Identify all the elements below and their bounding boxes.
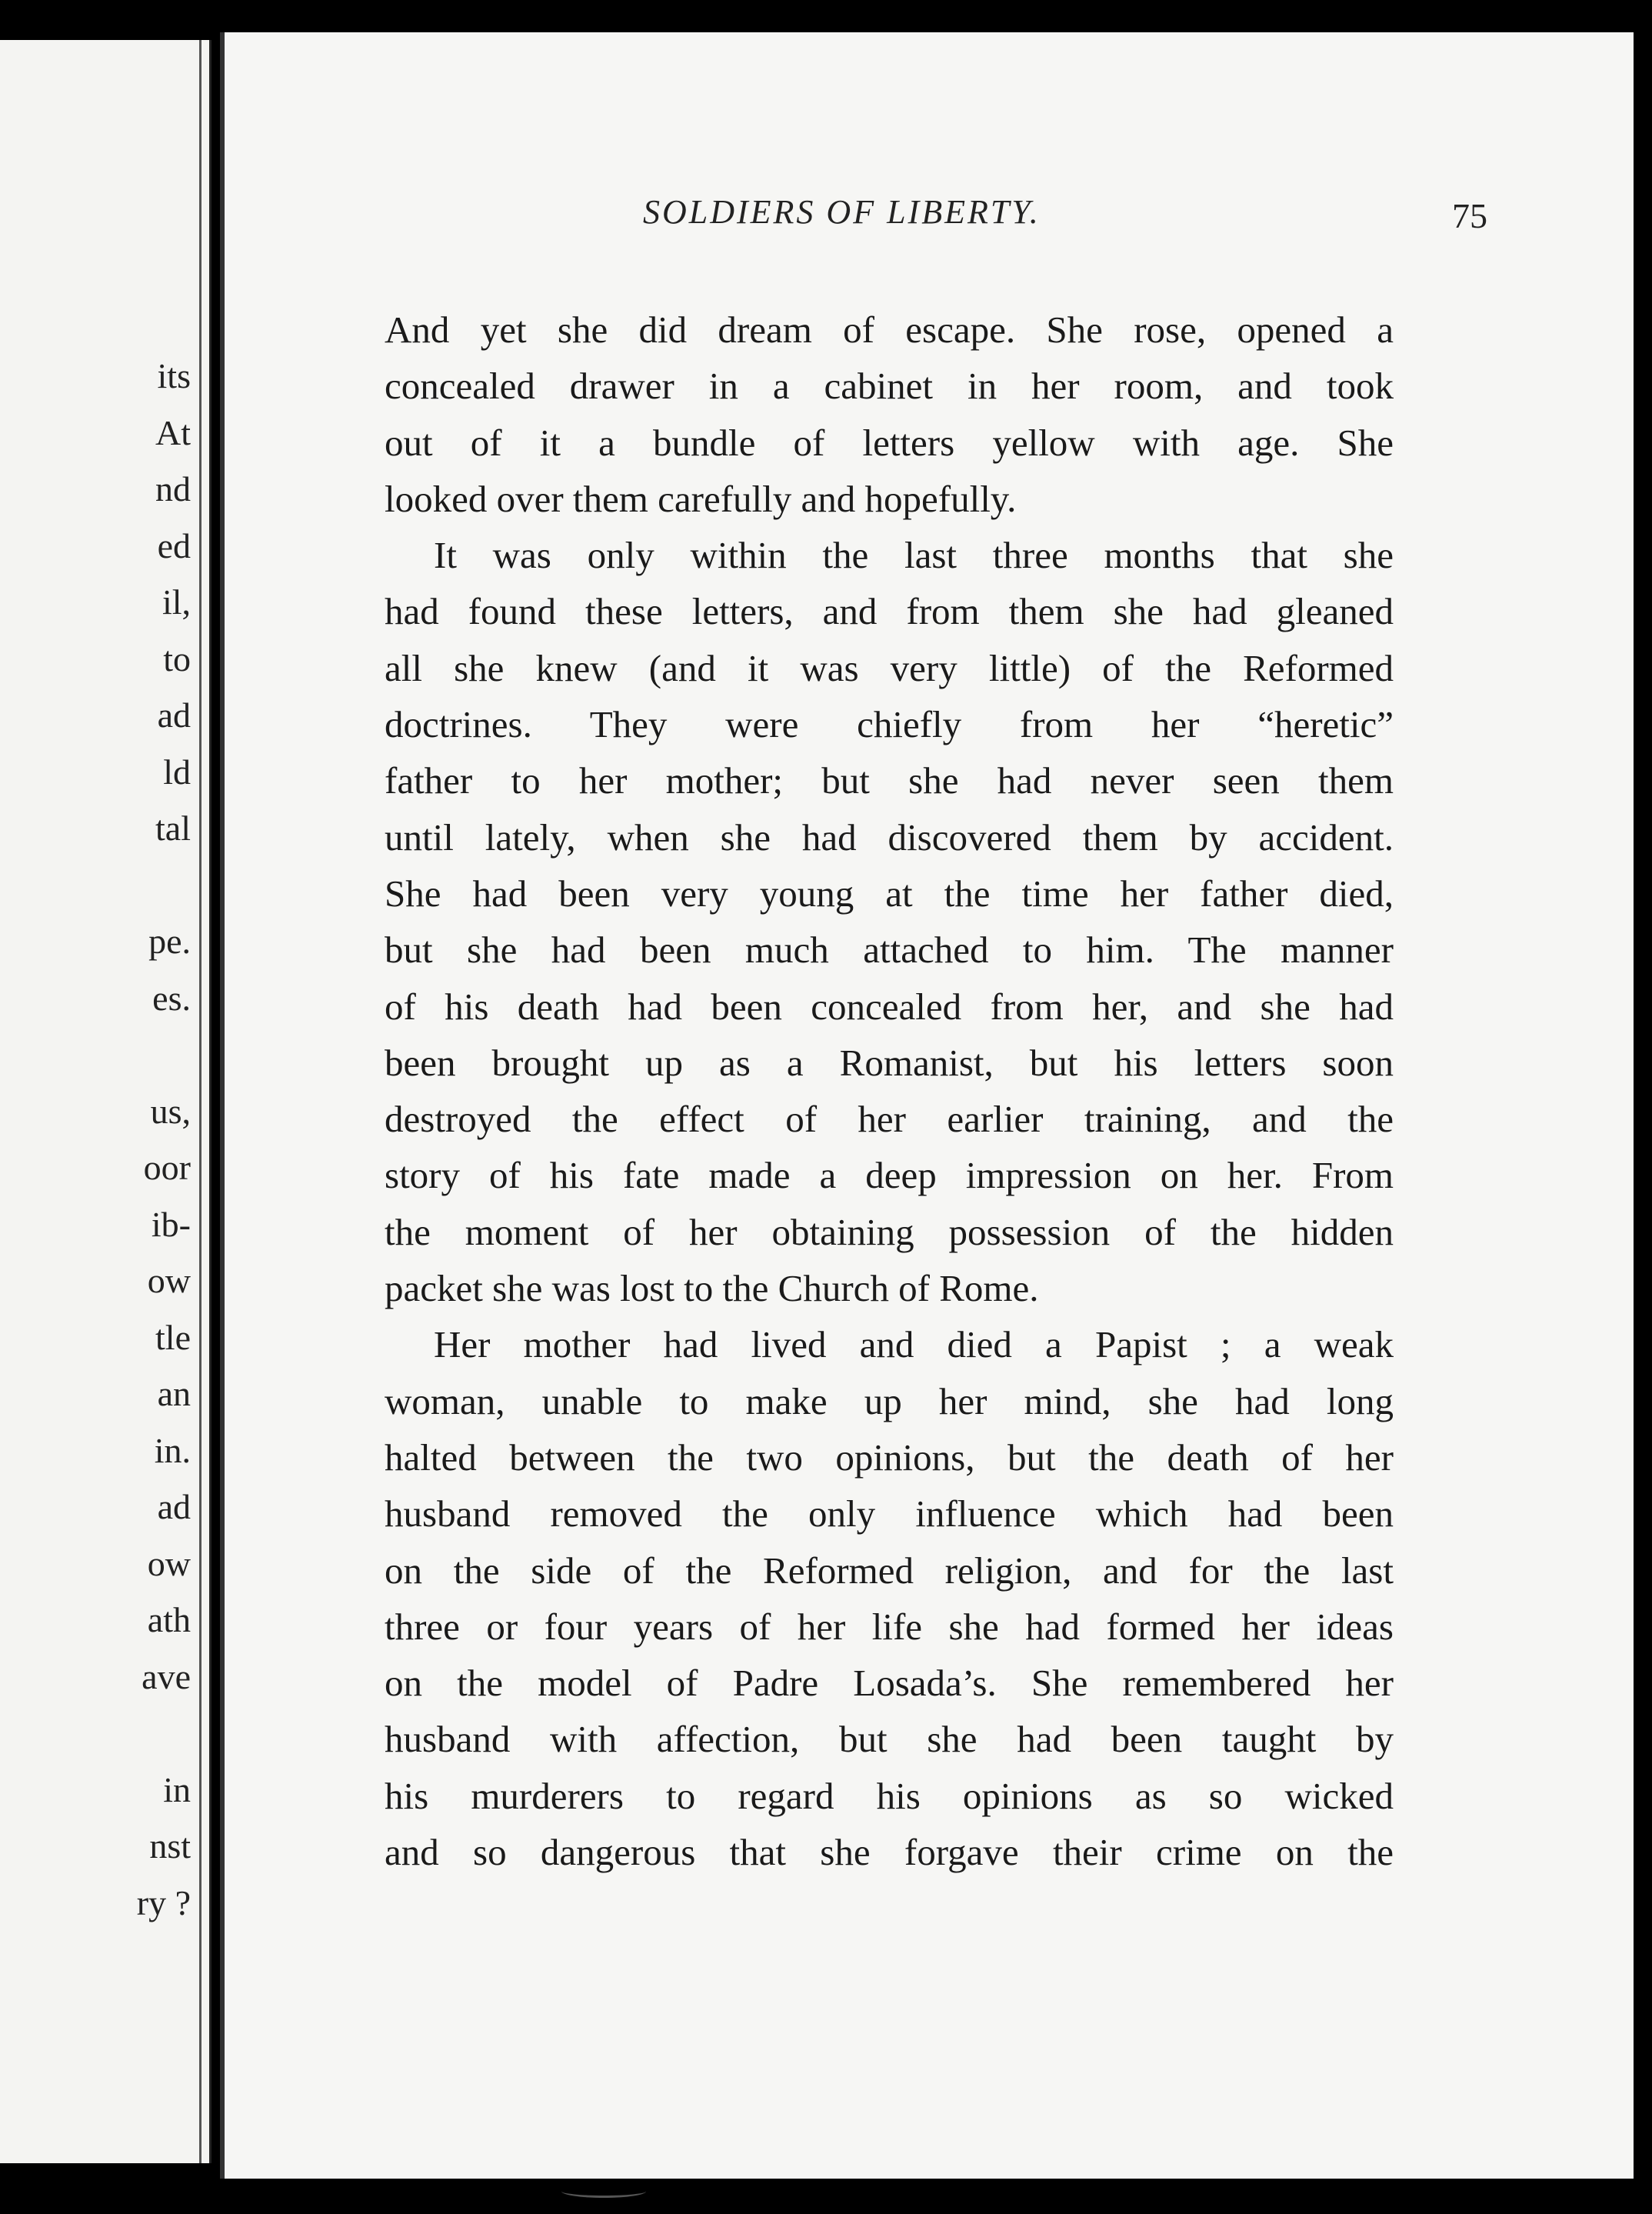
text-line: packet she was lost to the Church of Rome. <box>385 1267 1039 1310</box>
facing-line: in. <box>154 1430 191 1470</box>
text-line: out of it a bundle of letters yellow with age. She <box>385 421 1394 464</box>
facing-line <box>137 857 191 914</box>
text-line: woman, unable to make up her mind, she had long <box>385 1379 1394 1422</box>
text-line: but she had been much attached to him. The manner <box>385 929 1394 972</box>
text-line: all she knew (and it was very little) of the Reformed <box>385 646 1394 689</box>
text-line: It was only within the last three months that she <box>434 534 1394 577</box>
facing-line: ad <box>157 1487 191 1526</box>
running-head <box>426 192 1487 246</box>
facing-line: ow <box>147 1261 191 1300</box>
page-gutter <box>199 40 202 2163</box>
facing-page-text <box>137 348 191 1931</box>
running-title: SOLDIERS OF LIBERTY. <box>643 193 1041 231</box>
text-line: doctrines. They were chiefly from her “heretic” <box>385 703 1394 746</box>
facing-line: ow <box>147 1543 191 1583</box>
text-line: on the side of the Reformed religion, and for the last <box>385 1549 1394 1592</box>
facing-line: il, <box>162 582 191 622</box>
facing-line: At <box>155 412 191 452</box>
text-line: Her mother had lived and died a Papist ; a weak <box>434 1323 1394 1366</box>
facing-line: its <box>157 356 191 395</box>
facing-line: ave <box>142 1656 191 1696</box>
facing-line: ld <box>163 752 191 792</box>
text-line: been brought up as a Romanist, but his letters soon <box>385 1041 1394 1084</box>
text-line: and so dangerous that she forgave their crime on the <box>385 1831 1394 1874</box>
facing-line: in <box>163 1769 191 1809</box>
text-line: concealed drawer in a cabinet in her room, and took <box>385 365 1394 408</box>
text-line: And yet she did dream of escape. She rose, opened a <box>385 308 1394 351</box>
facing-line: nst <box>149 1826 191 1866</box>
facing-line: ib- <box>151 1204 191 1244</box>
facing-line: pe. <box>148 922 191 961</box>
facing-line: oor <box>143 1148 191 1187</box>
text-line: father to her mother; but she had never seen them <box>385 759 1394 802</box>
facing-line <box>137 1705 191 1762</box>
text-line: his murderers to regard his opinions as so wicked <box>385 1774 1394 1817</box>
facing-line: ed <box>157 525 191 565</box>
facing-page <box>0 40 211 2163</box>
text-line: story of his fate made a deep impression on her. From <box>385 1154 1394 1197</box>
text-line: the moment of her obtaining possession of the hidden <box>385 1210 1394 1253</box>
text-line: She had been very young at the time her father died, <box>385 872 1394 915</box>
facing-line: nd <box>155 469 191 508</box>
text-line: until lately, when she had discovered them by accident. <box>385 815 1394 859</box>
page-body <box>385 302 1394 1880</box>
facing-line: ath <box>147 1600 191 1639</box>
facing-line: es. <box>152 978 191 1018</box>
facing-line <box>137 1026 191 1083</box>
scan-border <box>1641 0 1652 2214</box>
facing-line: ad <box>157 695 191 735</box>
facing-line: tle <box>155 1317 191 1357</box>
facing-line: us, <box>150 1091 191 1131</box>
scan-artifact <box>561 2185 646 2198</box>
text-line: destroyed the effect of her earlier training, and the <box>385 1098 1394 1141</box>
facing-line: to <box>163 639 191 679</box>
text-line: husband with affection, but she had been taught by <box>385 1718 1394 1761</box>
page-number: 75 <box>1452 196 1487 235</box>
text-line: of his death had been concealed from her, and she had <box>385 985 1394 1028</box>
text-line: three or four years of her life she had formed her ideas <box>385 1605 1394 1648</box>
facing-line: tal <box>155 809 191 848</box>
facing-line: ry ? <box>136 1882 191 1922</box>
text-line: halted between the two opinions, but the death of her <box>385 1435 1394 1479</box>
text-line: looked over them carefully and hopefully. <box>385 477 1017 520</box>
text-line: husband removed the only influence which had been <box>385 1492 1394 1535</box>
facing-line: an <box>157 1374 191 1413</box>
text-line: had found these letters, and from them she had gleaned <box>385 590 1394 633</box>
text-line: on the model of Padre Losada’s. She remembered her <box>385 1662 1394 1705</box>
